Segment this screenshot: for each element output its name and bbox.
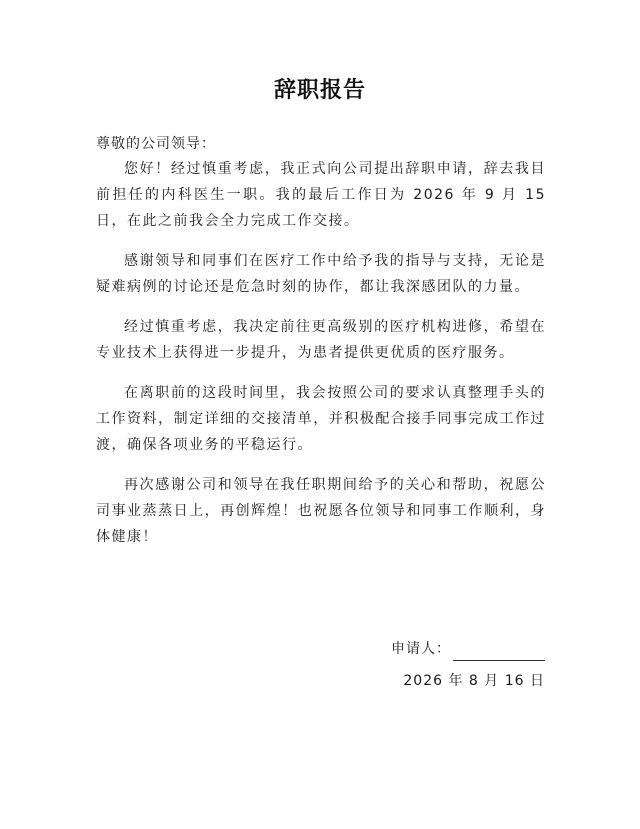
signature-label: 申请人： bbox=[391, 641, 451, 657]
signature-blank[interactable] bbox=[453, 643, 545, 661]
paragraph-1: 您好！经过慎重考虑，我正式向公司提出辞职申请，辞去我目前担任的内科医生一职。我的最后工作日为 2026 年 9 月 15 日，在此之前我会全力完成工作交接。 bbox=[96, 161, 546, 229]
paragraph-3: 经过慎重考虑，我决定前往更高级别的医疗机构进修，希望在专业技术上获得进一步提升，为患者提供更优质的医疗服务。 bbox=[96, 319, 546, 361]
signature-date: 2026 年 8 月 16 日 bbox=[403, 673, 545, 689]
paragraph-2: 感谢领导和同事们在医疗工作中给予我的指导与支持，无论是疑难病例的讨论还是危急时刻的协作，都让我深感团队的力量。 bbox=[96, 253, 546, 295]
paragraph-5: 再次感谢公司和领导在我任职期间给予的关心和帮助，祝愿公司事业蒸蒸日上，再创辉煌！也祝愿各位领导和同事工作顺利，身体健康！ bbox=[96, 477, 546, 545]
document-title: 辞职报告 bbox=[273, 78, 366, 103]
salutation: 尊敬的公司领导： bbox=[96, 136, 216, 152]
paragraph-4: 在离职前的这段时间里，我会按照公司的要求认真整理手头的工作资料，制定详细的交接清单，并积极配合接手同事完成工作过渡，确保各项业务的平稳运行。 bbox=[96, 385, 546, 453]
letter-body bbox=[96, 156, 546, 564]
signature-line bbox=[391, 637, 545, 661]
